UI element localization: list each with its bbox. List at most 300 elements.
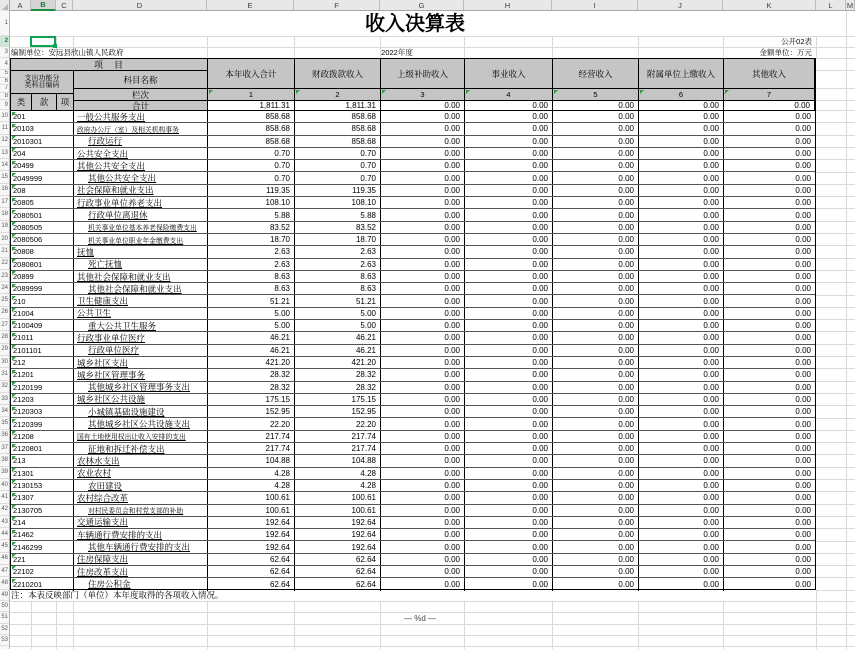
subject-name-cell[interactable] (74, 492, 208, 503)
value-cell[interactable]: 0.00 (553, 320, 639, 331)
subject-name-cell[interactable] (74, 455, 208, 466)
code-cell[interactable]: 214 (11, 517, 74, 528)
column-num-cell-2[interactable]: 2 (295, 89, 381, 101)
code-cell[interactable]: 2101101 (11, 345, 74, 356)
value-cell[interactable]: 0.00 (795, 222, 811, 232)
value-cell[interactable]: 0.00 (465, 406, 553, 417)
value-cell[interactable]: 0.00 (639, 160, 724, 171)
row-header-51[interactable]: 51 (0, 612, 9, 623)
value-cell[interactable]: 0.00 (639, 431, 724, 442)
value-cell[interactable]: 0.00 (381, 578, 465, 590)
value-cell[interactable]: 0.00 (553, 197, 639, 208)
row-header-10[interactable]: 10 (0, 110, 9, 122)
value-cell[interactable]: 0.00 (465, 111, 553, 122)
selected-cell[interactable] (30, 36, 56, 47)
value-cell[interactable]: 0.00 (795, 382, 811, 392)
code-cell[interactable]: 221 (11, 554, 74, 565)
value-cell[interactable]: 22.20 (208, 418, 295, 429)
total-value-cell-1[interactable]: 1,811.31 (208, 101, 295, 111)
row-header-11[interactable]: 11 (0, 122, 9, 134)
row-header-49[interactable]: 49 (0, 590, 9, 601)
value-cell[interactable]: 0.00 (639, 480, 724, 491)
value-cell[interactable]: 0.00 (465, 320, 553, 331)
code-col-kuan[interactable]: 款 (32, 94, 57, 111)
value-cell[interactable]: 0.00 (553, 234, 639, 245)
value-cell[interactable]: 0.00 (639, 357, 724, 368)
value-cell[interactable]: 0.00 (795, 210, 811, 220)
code-cell[interactable]: 2080801 (11, 259, 74, 270)
value-cell[interactable]: 0.00 (795, 112, 811, 122)
value-cell[interactable]: 0.00 (795, 333, 811, 343)
value-cell[interactable]: 192.64 (295, 541, 381, 552)
column-header-M[interactable]: M (846, 0, 854, 10)
row-header-29[interactable]: 29 (0, 344, 9, 356)
value-cell[interactable]: 0.00 (795, 247, 811, 257)
value-cell[interactable]: 0.00 (381, 394, 465, 405)
row-header-27[interactable]: 27 (0, 319, 9, 331)
value-cell[interactable]: 0.00 (639, 271, 724, 282)
value-cell[interactable]: 175.15 (208, 394, 295, 405)
value-cell[interactable]: 0.00 (381, 357, 465, 368)
code-cell[interactable]: 2210201 (11, 578, 74, 590)
row-header-6[interactable]: 6 (0, 78, 9, 86)
code-cell[interactable]: 2130153 (11, 480, 74, 491)
value-cell[interactable]: 217.74 (295, 443, 381, 454)
subject-name-cell[interactable] (74, 468, 208, 479)
value-cell[interactable]: 28.32 (208, 382, 295, 393)
row-header-18[interactable]: 18 (0, 208, 9, 220)
row-header-17[interactable]: 17 (0, 196, 9, 208)
value-cell[interactable]: 2.63 (208, 259, 295, 270)
code-cell[interactable]: 21011 (11, 332, 74, 343)
value-cell[interactable]: 0.00 (639, 172, 724, 183)
code-cell[interactable]: 2120399 (11, 418, 74, 429)
value-cell[interactable]: 100.61 (295, 492, 381, 503)
row-header-9[interactable]: 9 (0, 100, 9, 110)
subject-name-cell[interactable] (74, 541, 208, 552)
row-header-37[interactable]: 37 (0, 442, 9, 454)
row-header-45[interactable]: 45 (0, 541, 9, 553)
total-value-cell-4[interactable]: 0.00 (465, 101, 553, 111)
value-cell[interactable]: 0.00 (465, 492, 553, 503)
value-cell[interactable]: 104.88 (208, 455, 295, 466)
column-title-4[interactable]: 事业收入 (465, 59, 553, 89)
value-cell[interactable]: 0.00 (553, 271, 639, 282)
value-cell[interactable]: 0.00 (639, 418, 724, 429)
code-cell[interactable]: 208 (11, 185, 74, 196)
value-cell[interactable]: 192.64 (208, 541, 295, 552)
value-cell[interactable]: 858.68 (295, 136, 381, 147)
value-cell[interactable]: 46.21 (208, 332, 295, 343)
value-cell[interactable]: 0.00 (465, 259, 553, 270)
code-cell[interactable]: 204 (11, 148, 74, 159)
value-cell[interactable]: 0.00 (795, 456, 811, 466)
row-header-4[interactable]: 4 (0, 58, 9, 70)
value-cell[interactable]: 46.21 (295, 345, 381, 356)
value-cell[interactable]: 2.63 (295, 259, 381, 270)
value-cell[interactable]: 28.32 (295, 369, 381, 380)
value-cell[interactable]: 0.00 (553, 492, 639, 503)
value-cell[interactable]: 0.00 (639, 320, 724, 331)
code-cell[interactable]: 2049999 (11, 172, 74, 183)
subject-name-cell[interactable] (74, 345, 208, 356)
value-cell[interactable]: 0.00 (639, 369, 724, 380)
value-cell[interactable]: 0.00 (381, 541, 465, 552)
value-cell[interactable]: 0.00 (553, 418, 639, 429)
value-cell[interactable]: 2.63 (295, 246, 381, 257)
value-cell[interactable]: 0.00 (465, 160, 553, 171)
value-cell[interactable]: 0.00 (639, 566, 724, 577)
value-cell[interactable]: 0.00 (639, 529, 724, 540)
value-cell[interactable]: 0.00 (381, 455, 465, 466)
subject-name-cell[interactable] (74, 172, 208, 183)
value-cell[interactable]: 0.00 (795, 493, 811, 503)
value-cell[interactable]: 192.64 (295, 517, 381, 528)
value-cell[interactable]: 0.00 (465, 234, 553, 245)
subject-name-cell[interactable] (74, 382, 208, 393)
code-cell[interactable]: 2100409 (11, 320, 74, 331)
row-header-48[interactable]: 48 (0, 577, 9, 589)
value-cell[interactable]: 0.00 (795, 542, 811, 552)
value-cell[interactable]: 0.00 (553, 283, 639, 294)
subject-name-cell[interactable] (74, 111, 208, 122)
value-cell[interactable]: 108.10 (295, 197, 381, 208)
code-cell[interactable]: 2146299 (11, 541, 74, 552)
value-cell[interactable]: 0.00 (553, 185, 639, 196)
subject-name-cell[interactable] (74, 332, 208, 343)
sheet-title[interactable]: 收入决算表 (365, 13, 465, 35)
row-header-13[interactable]: 13 (0, 147, 9, 159)
value-cell[interactable]: 28.32 (295, 382, 381, 393)
code-cell[interactable]: 2130705 (11, 505, 74, 516)
value-cell[interactable]: 0.00 (553, 443, 639, 454)
value-cell[interactable]: 858.68 (208, 136, 295, 147)
value-cell[interactable]: 0.00 (465, 369, 553, 380)
row-header-14[interactable]: 14 (0, 159, 9, 171)
value-cell[interactable]: 46.21 (208, 345, 295, 356)
value-cell[interactable]: 0.00 (465, 197, 553, 208)
value-cell[interactable]: 0.00 (553, 295, 639, 306)
code-cell[interactable]: 2010301 (11, 136, 74, 147)
value-cell[interactable]: 100.61 (208, 505, 295, 516)
value-cell[interactable]: 0.00 (795, 394, 811, 404)
value-cell[interactable]: 0.00 (465, 505, 553, 516)
row-header-23[interactable]: 23 (0, 270, 9, 282)
value-cell[interactable]: 28.32 (208, 369, 295, 380)
value-cell[interactable]: 0.00 (639, 468, 724, 479)
code-cell[interactable]: 20808 (11, 246, 74, 257)
code-cell[interactable]: 2080506 (11, 234, 74, 245)
value-cell[interactable]: 0.00 (381, 418, 465, 429)
subject-name-cell[interactable] (74, 480, 208, 491)
value-cell[interactable]: 0.00 (795, 161, 811, 171)
value-cell[interactable]: 0.00 (639, 455, 724, 466)
value-cell[interactable]: 0.00 (465, 271, 553, 282)
value-cell[interactable]: 0.00 (381, 332, 465, 343)
row-header-46[interactable]: 46 (0, 553, 9, 565)
value-cell[interactable]: 0.00 (639, 148, 724, 159)
value-cell[interactable]: 0.00 (465, 345, 553, 356)
subject-name-cell[interactable] (74, 369, 208, 380)
value-cell[interactable]: 4.28 (208, 480, 295, 491)
value-cell[interactable]: 0.00 (381, 443, 465, 454)
value-cell[interactable]: 858.68 (208, 111, 295, 122)
row-header-35[interactable]: 35 (0, 418, 9, 430)
value-cell[interactable]: 175.15 (295, 394, 381, 405)
value-cell[interactable]: 0.00 (381, 345, 465, 356)
column-num-cell-7[interactable]: 7 (724, 89, 815, 101)
column-index-header[interactable]: 栏次 (74, 89, 208, 101)
value-cell[interactable]: 0.00 (639, 382, 724, 393)
code-cell[interactable]: 21208 (11, 431, 74, 442)
value-cell[interactable]: 858.68 (295, 123, 381, 134)
value-cell[interactable]: 192.64 (295, 529, 381, 540)
column-num-cell-6[interactable]: 6 (639, 89, 724, 101)
value-cell[interactable]: 0.00 (553, 566, 639, 577)
value-cell[interactable]: 0.00 (553, 345, 639, 356)
value-cell[interactable]: 421.20 (295, 357, 381, 368)
value-cell[interactable]: 0.00 (465, 578, 553, 590)
value-cell[interactable]: 0.70 (295, 160, 381, 171)
preparing-unit[interactable]: 编制单位：安远县欣山镇人民政府 (11, 48, 124, 57)
row-header-19[interactable]: 19 (0, 221, 9, 233)
row-header-40[interactable]: 40 (0, 479, 9, 491)
value-cell[interactable]: 0.00 (795, 579, 811, 589)
value-cell[interactable]: 62.64 (295, 554, 381, 565)
value-cell[interactable]: 0.00 (553, 431, 639, 442)
value-cell[interactable]: 0.00 (553, 541, 639, 552)
row-header-41[interactable]: 41 (0, 491, 9, 503)
value-cell[interactable]: 0.00 (381, 172, 465, 183)
row-header-36[interactable]: 36 (0, 430, 9, 442)
value-cell[interactable]: 0.00 (381, 185, 465, 196)
subject-name-cell[interactable] (74, 234, 208, 245)
row-header-2[interactable]: 2 (0, 36, 9, 47)
code-cell[interactable]: 21004 (11, 308, 74, 319)
value-cell[interactable]: 0.00 (381, 517, 465, 528)
value-cell[interactable]: 8.63 (295, 271, 381, 282)
value-cell[interactable]: 51.21 (295, 295, 381, 306)
value-cell[interactable]: 0.00 (465, 246, 553, 257)
value-cell[interactable]: 0.00 (639, 517, 724, 528)
value-cell[interactable]: 0.00 (639, 234, 724, 245)
value-cell[interactable]: 0.00 (795, 554, 811, 564)
value-cell[interactable]: 217.74 (208, 431, 295, 442)
value-cell[interactable]: 22.20 (295, 418, 381, 429)
value-cell[interactable]: 0.00 (795, 370, 811, 380)
row-header-42[interactable]: 42 (0, 504, 9, 516)
column-title-1[interactable]: 本年收入合计 (208, 59, 295, 89)
subject-name-cell[interactable] (74, 443, 208, 454)
value-cell[interactable]: 62.64 (208, 554, 295, 565)
value-cell[interactable]: 0.00 (553, 578, 639, 590)
value-cell[interactable]: 62.64 (208, 578, 295, 590)
column-num-cell-4[interactable]: 4 (465, 89, 553, 101)
subject-name-cell[interactable] (74, 517, 208, 528)
value-cell[interactable]: 0.00 (795, 345, 811, 355)
value-cell[interactable]: 0.00 (381, 505, 465, 516)
table-note[interactable]: 注：本表反映部门（单位）本年度取得的各项收入情况。 (11, 590, 224, 600)
value-cell[interactable]: 0.00 (639, 222, 724, 233)
value-cell[interactable]: 0.00 (381, 209, 465, 220)
value-cell[interactable]: 0.00 (381, 369, 465, 380)
value-cell[interactable]: 0.00 (795, 173, 811, 183)
value-cell[interactable]: 0.00 (381, 529, 465, 540)
value-cell[interactable]: 0.00 (639, 332, 724, 343)
row-header-3[interactable]: 3 (0, 47, 9, 58)
value-cell[interactable]: 0.00 (639, 578, 724, 590)
row-header-33[interactable]: 33 (0, 393, 9, 405)
value-cell[interactable]: 62.64 (295, 566, 381, 577)
subject-name-cell[interactable] (74, 357, 208, 368)
value-cell[interactable]: 0.00 (465, 123, 553, 134)
value-cell[interactable]: 0.00 (553, 357, 639, 368)
subject-name-cell[interactable] (74, 283, 208, 294)
value-cell[interactable]: 0.70 (208, 148, 295, 159)
subject-name-cell[interactable] (74, 554, 208, 565)
value-cell[interactable]: 0.70 (295, 172, 381, 183)
value-cell[interactable]: 0.00 (553, 209, 639, 220)
code-cell[interactable]: 2120199 (11, 382, 74, 393)
value-cell[interactable]: 0.00 (795, 444, 811, 454)
value-cell[interactable]: 0.00 (465, 209, 553, 220)
amount-unit[interactable]: 金额单位：万元 (759, 48, 812, 57)
value-cell[interactable]: 0.00 (639, 111, 724, 122)
value-cell[interactable]: 0.00 (465, 455, 553, 466)
subject-name-cell[interactable] (74, 123, 208, 134)
column-header-C[interactable]: C (56, 0, 73, 10)
value-cell[interactable]: 0.00 (553, 123, 639, 134)
subject-name-cell[interactable] (74, 185, 208, 196)
value-cell[interactable]: 0.00 (639, 443, 724, 454)
value-cell[interactable]: 0.00 (465, 185, 553, 196)
value-cell[interactable]: 0.00 (795, 185, 811, 195)
code-cell[interactable]: 20499 (11, 160, 74, 171)
row-header-25[interactable]: 25 (0, 295, 9, 307)
value-cell[interactable]: 83.52 (208, 222, 295, 233)
value-cell[interactable]: 0.00 (381, 148, 465, 159)
subject-name-cell[interactable] (74, 160, 208, 171)
value-cell[interactable]: 0.00 (639, 308, 724, 319)
value-cell[interactable]: 0.00 (381, 468, 465, 479)
value-cell[interactable]: 0.00 (465, 283, 553, 294)
value-cell[interactable]: 4.28 (208, 468, 295, 479)
row-header-47[interactable]: 47 (0, 565, 9, 577)
value-cell[interactable]: 0.00 (465, 541, 553, 552)
code-cell[interactable]: 22102 (11, 566, 74, 577)
value-cell[interactable]: 0.00 (465, 443, 553, 454)
value-cell[interactable]: 0.00 (465, 222, 553, 233)
value-cell[interactable]: 0.00 (465, 529, 553, 540)
value-cell[interactable]: 0.00 (795, 235, 811, 245)
fiscal-year[interactable]: 2022年度 (381, 48, 413, 57)
row-header-12[interactable]: 12 (0, 135, 9, 147)
total-value-cell-7[interactable]: 0.00 (724, 101, 815, 111)
value-cell[interactable]: 0.00 (465, 394, 553, 405)
value-cell[interactable]: 0.00 (381, 246, 465, 257)
value-cell[interactable]: 100.61 (208, 492, 295, 503)
value-cell[interactable]: 0.00 (795, 407, 811, 417)
value-cell[interactable]: 0.00 (553, 308, 639, 319)
value-cell[interactable]: 0.00 (553, 406, 639, 417)
column-header-K[interactable]: K (723, 0, 816, 10)
value-cell[interactable]: 858.68 (295, 111, 381, 122)
row-header-50[interactable]: 50 (0, 601, 9, 612)
value-cell[interactable]: 0.00 (465, 382, 553, 393)
subject-name-header[interactable]: 科目名称 (74, 71, 208, 89)
row-header-53[interactable]: 53 (0, 635, 9, 646)
value-cell[interactable]: 0.00 (381, 111, 465, 122)
code-cell[interactable]: 2080505 (11, 222, 74, 233)
value-cell[interactable]: 0.00 (381, 382, 465, 393)
value-cell[interactable]: 0.00 (553, 468, 639, 479)
code-cell[interactable]: 2080501 (11, 209, 74, 220)
value-cell[interactable]: 18.70 (208, 234, 295, 245)
subject-name-cell[interactable] (74, 209, 208, 220)
row-header-52[interactable]: 52 (0, 624, 9, 635)
column-title-7[interactable]: 其他收入 (724, 59, 815, 89)
value-cell[interactable]: 0.00 (465, 418, 553, 429)
value-cell[interactable]: 0.00 (465, 148, 553, 159)
code-header-cell[interactable] (11, 71, 74, 94)
total-value-cell-3[interactable]: 0.00 (381, 101, 465, 111)
value-cell[interactable]: 0.00 (795, 198, 811, 208)
value-cell[interactable]: 0.00 (795, 567, 811, 577)
value-cell[interactable]: 0.00 (795, 468, 811, 478)
value-cell[interactable]: 0.00 (465, 468, 553, 479)
value-cell[interactable]: 192.64 (208, 517, 295, 528)
subject-name-cell[interactable] (74, 566, 208, 577)
value-cell[interactable]: 0.00 (465, 517, 553, 528)
value-cell[interactable]: 0.00 (553, 222, 639, 233)
value-cell[interactable]: 0.00 (553, 160, 639, 171)
value-cell[interactable]: 0.00 (381, 295, 465, 306)
value-cell[interactable]: 0.00 (381, 320, 465, 331)
row-header-15[interactable]: 15 (0, 172, 9, 184)
value-cell[interactable]: 0.00 (795, 284, 811, 294)
subject-name-cell[interactable] (74, 246, 208, 257)
value-cell[interactable]: 217.74 (295, 431, 381, 442)
value-cell[interactable]: 104.88 (295, 455, 381, 466)
column-header-G[interactable]: G (380, 0, 464, 10)
value-cell[interactable]: 192.64 (208, 529, 295, 540)
code-cell[interactable]: 21203 (11, 394, 74, 405)
column-title-2[interactable]: 财政拨款收入 (295, 59, 381, 89)
code-cell[interactable]: 213 (11, 455, 74, 466)
item-header-cell[interactable]: 项 目 (11, 59, 208, 71)
value-cell[interactable]: 0.00 (465, 431, 553, 442)
value-cell[interactable]: 0.00 (639, 541, 724, 552)
column-title-6[interactable]: 附属单位上缴收入 (639, 59, 724, 89)
value-cell[interactable]: 0.00 (795, 517, 811, 527)
value-cell[interactable]: 83.52 (295, 222, 381, 233)
column-title-3[interactable]: 上级补助收入 (381, 59, 465, 89)
value-cell[interactable]: 0.00 (381, 234, 465, 245)
value-cell[interactable]: 5.00 (295, 320, 381, 331)
column-header-E[interactable]: E (207, 0, 294, 10)
total-value-cell-2[interactable]: 1,811.31 (295, 101, 381, 111)
subject-name-cell[interactable] (74, 529, 208, 540)
value-cell[interactable]: 62.64 (208, 566, 295, 577)
row-header-28[interactable]: 28 (0, 331, 9, 343)
value-cell[interactable]: 0.00 (639, 136, 724, 147)
code-cell[interactable]: 21462 (11, 529, 74, 540)
value-cell[interactable]: 0.00 (381, 197, 465, 208)
row-header-39[interactable]: 39 (0, 467, 9, 479)
value-cell[interactable]: 0.00 (795, 481, 811, 491)
code-cell[interactable]: 20103 (11, 123, 74, 134)
page-number-footer[interactable]: — %d — (403, 614, 436, 623)
